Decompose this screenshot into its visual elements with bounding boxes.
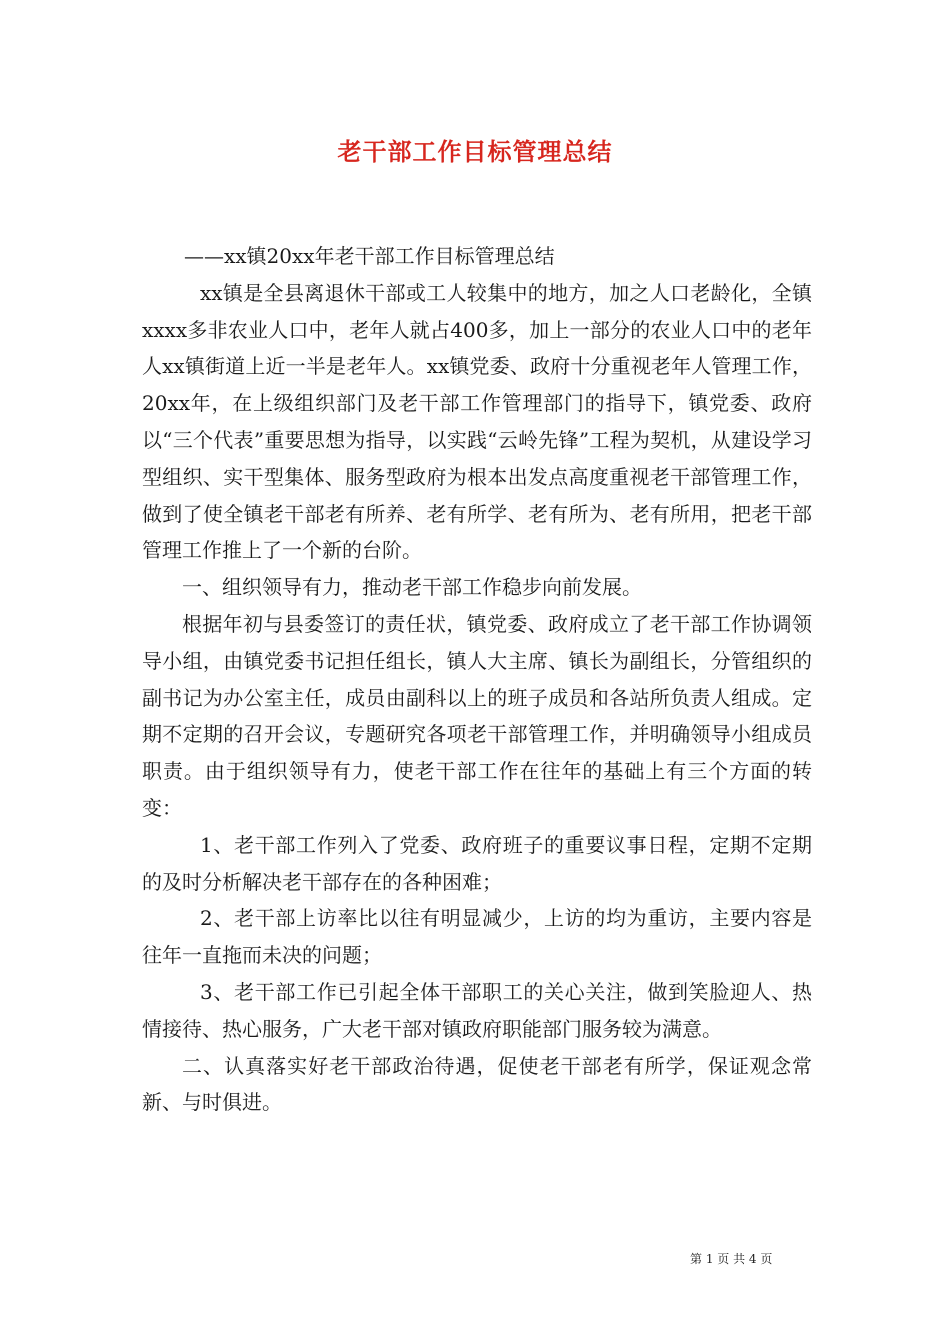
paragraph-intro: xx镇是全县离退休干部或工人较集中的地方，加之人口老龄化，全镇xxxx多非农业人口中，老年人就占400多，加上一部分的农业人口中的老年人xx镇街道上近一半是老年人。xx镇党委、政府十分重视老年人管理工作，20xx年，在上级组织部门及老干部工作管理部门的指导下，镇党委、政府以“三个代表”重要思想为指导，以实践“云岭先锋”工程为契机，从建设学习型组织、实干型集体、服务型政府为根本出发点高度重视老干部管理工作，做到了使全镇老干部老有所养、老有所学、老有所为、老有所用，把老干部管理工作推上了一个新的台阶。 — [142, 280, 812, 563]
document-body — [142, 238, 812, 1121]
paragraph-section-1: 根据年初与县委签订的责任状，镇党委、政府成立了老干部工作协调领导小组，由镇党委书记担任组长，镇人大主席、镇长为副组长，分管组织的副书记为办公室主任，成员由副科以上的班子成员和各站所负责人组成。定期不定期的召开会议，专题研究各项老干部管理工作，并明确领导小组成员职责。由于组织领导有力，使老干部工作在往年的基础上有三个方面的转变： — [142, 611, 812, 820]
document-subtitle: ——xx镇20xx年老干部工作目标管理总结 — [184, 244, 555, 268]
list-item-1: 1、老干部工作列入了党委、政府班子的重要议事日程，定期不定期的及时分析解决老干部存在的各种困难； — [142, 832, 812, 894]
page-number: 第 1 页 共 4 页 — [690, 1252, 773, 1266]
section-heading-2: 二、认真落实好老干部政治待遇，促使老干部老有所学，保证观念常新、与时俱进。 — [142, 1053, 812, 1115]
section-heading-1: 一、组织领导有力，推动老干部工作稳步向前发展。 — [182, 575, 642, 600]
list-item-2: 2、老干部上访率比以往有明显减少，上访的均为重访，主要内容是往年一直拖而未决的问题； — [142, 906, 812, 968]
document-title: 老干部工作目标管理总结 — [337, 137, 613, 166]
list-item-3: 3、老干部工作已引起全体干部职工的关心关注，做到笑脸迎人、热情接待、热心服务，广大老干部对镇政府职能部门服务较为满意。 — [142, 979, 812, 1041]
